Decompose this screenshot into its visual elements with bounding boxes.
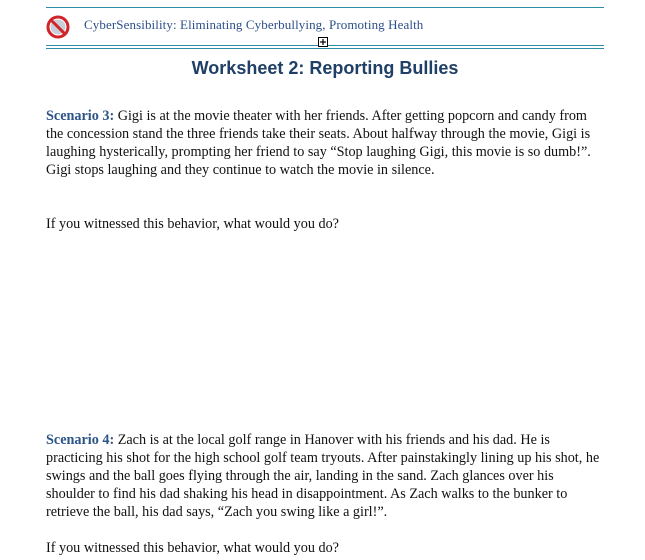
scenario-4-question: If you witnessed this behavior, what would you do? xyxy=(46,540,339,556)
scenario-3-label: Scenario 3: xyxy=(46,108,115,124)
header-rule-bottom-double xyxy=(46,48,604,49)
header-rule-top xyxy=(46,7,604,8)
scenario-4-text: Zach is at the local golf range in Hanover with his friends and his dad. He is practicing his shot for the high school golf team tryouts. After painstakingly lining up his shot, he swings and the ball goes flying through the air, landing in the sand. Zach glances over his shoulder to find his dad shaking his head in disappointment. As Zach walks to the bunker to retrieve the ball, his dad says, “Zach you swing like a girl!”. xyxy=(46,432,600,520)
header-title: CyberSensibility: Eliminating Cyberbullying, Promoting Health xyxy=(84,17,424,32)
scenario-3-question: If you witnessed this behavior, what would you do? xyxy=(46,216,339,232)
plus-box-icon[interactable] xyxy=(318,37,328,47)
scenario-4-paragraph xyxy=(46,431,606,521)
scenario-4-label: Scenario 4: xyxy=(46,432,115,448)
worksheet-title: Worksheet 2: Reporting Bullies xyxy=(191,58,459,78)
scenario-3-text: Gigi is at the movie theater with her friends. After getting popcorn and candy from the concession stand the three friends take their seats. About halfway through the movie, Gigi is laughing hysterically, prompting her friend to say “Stop laughing Gigi, this movie is so dumb!”. Gigi stops laughing and they continue to watch the movie in silence. xyxy=(46,108,591,178)
no-symbol-icon xyxy=(46,15,70,39)
scenario-3-paragraph xyxy=(46,107,606,179)
